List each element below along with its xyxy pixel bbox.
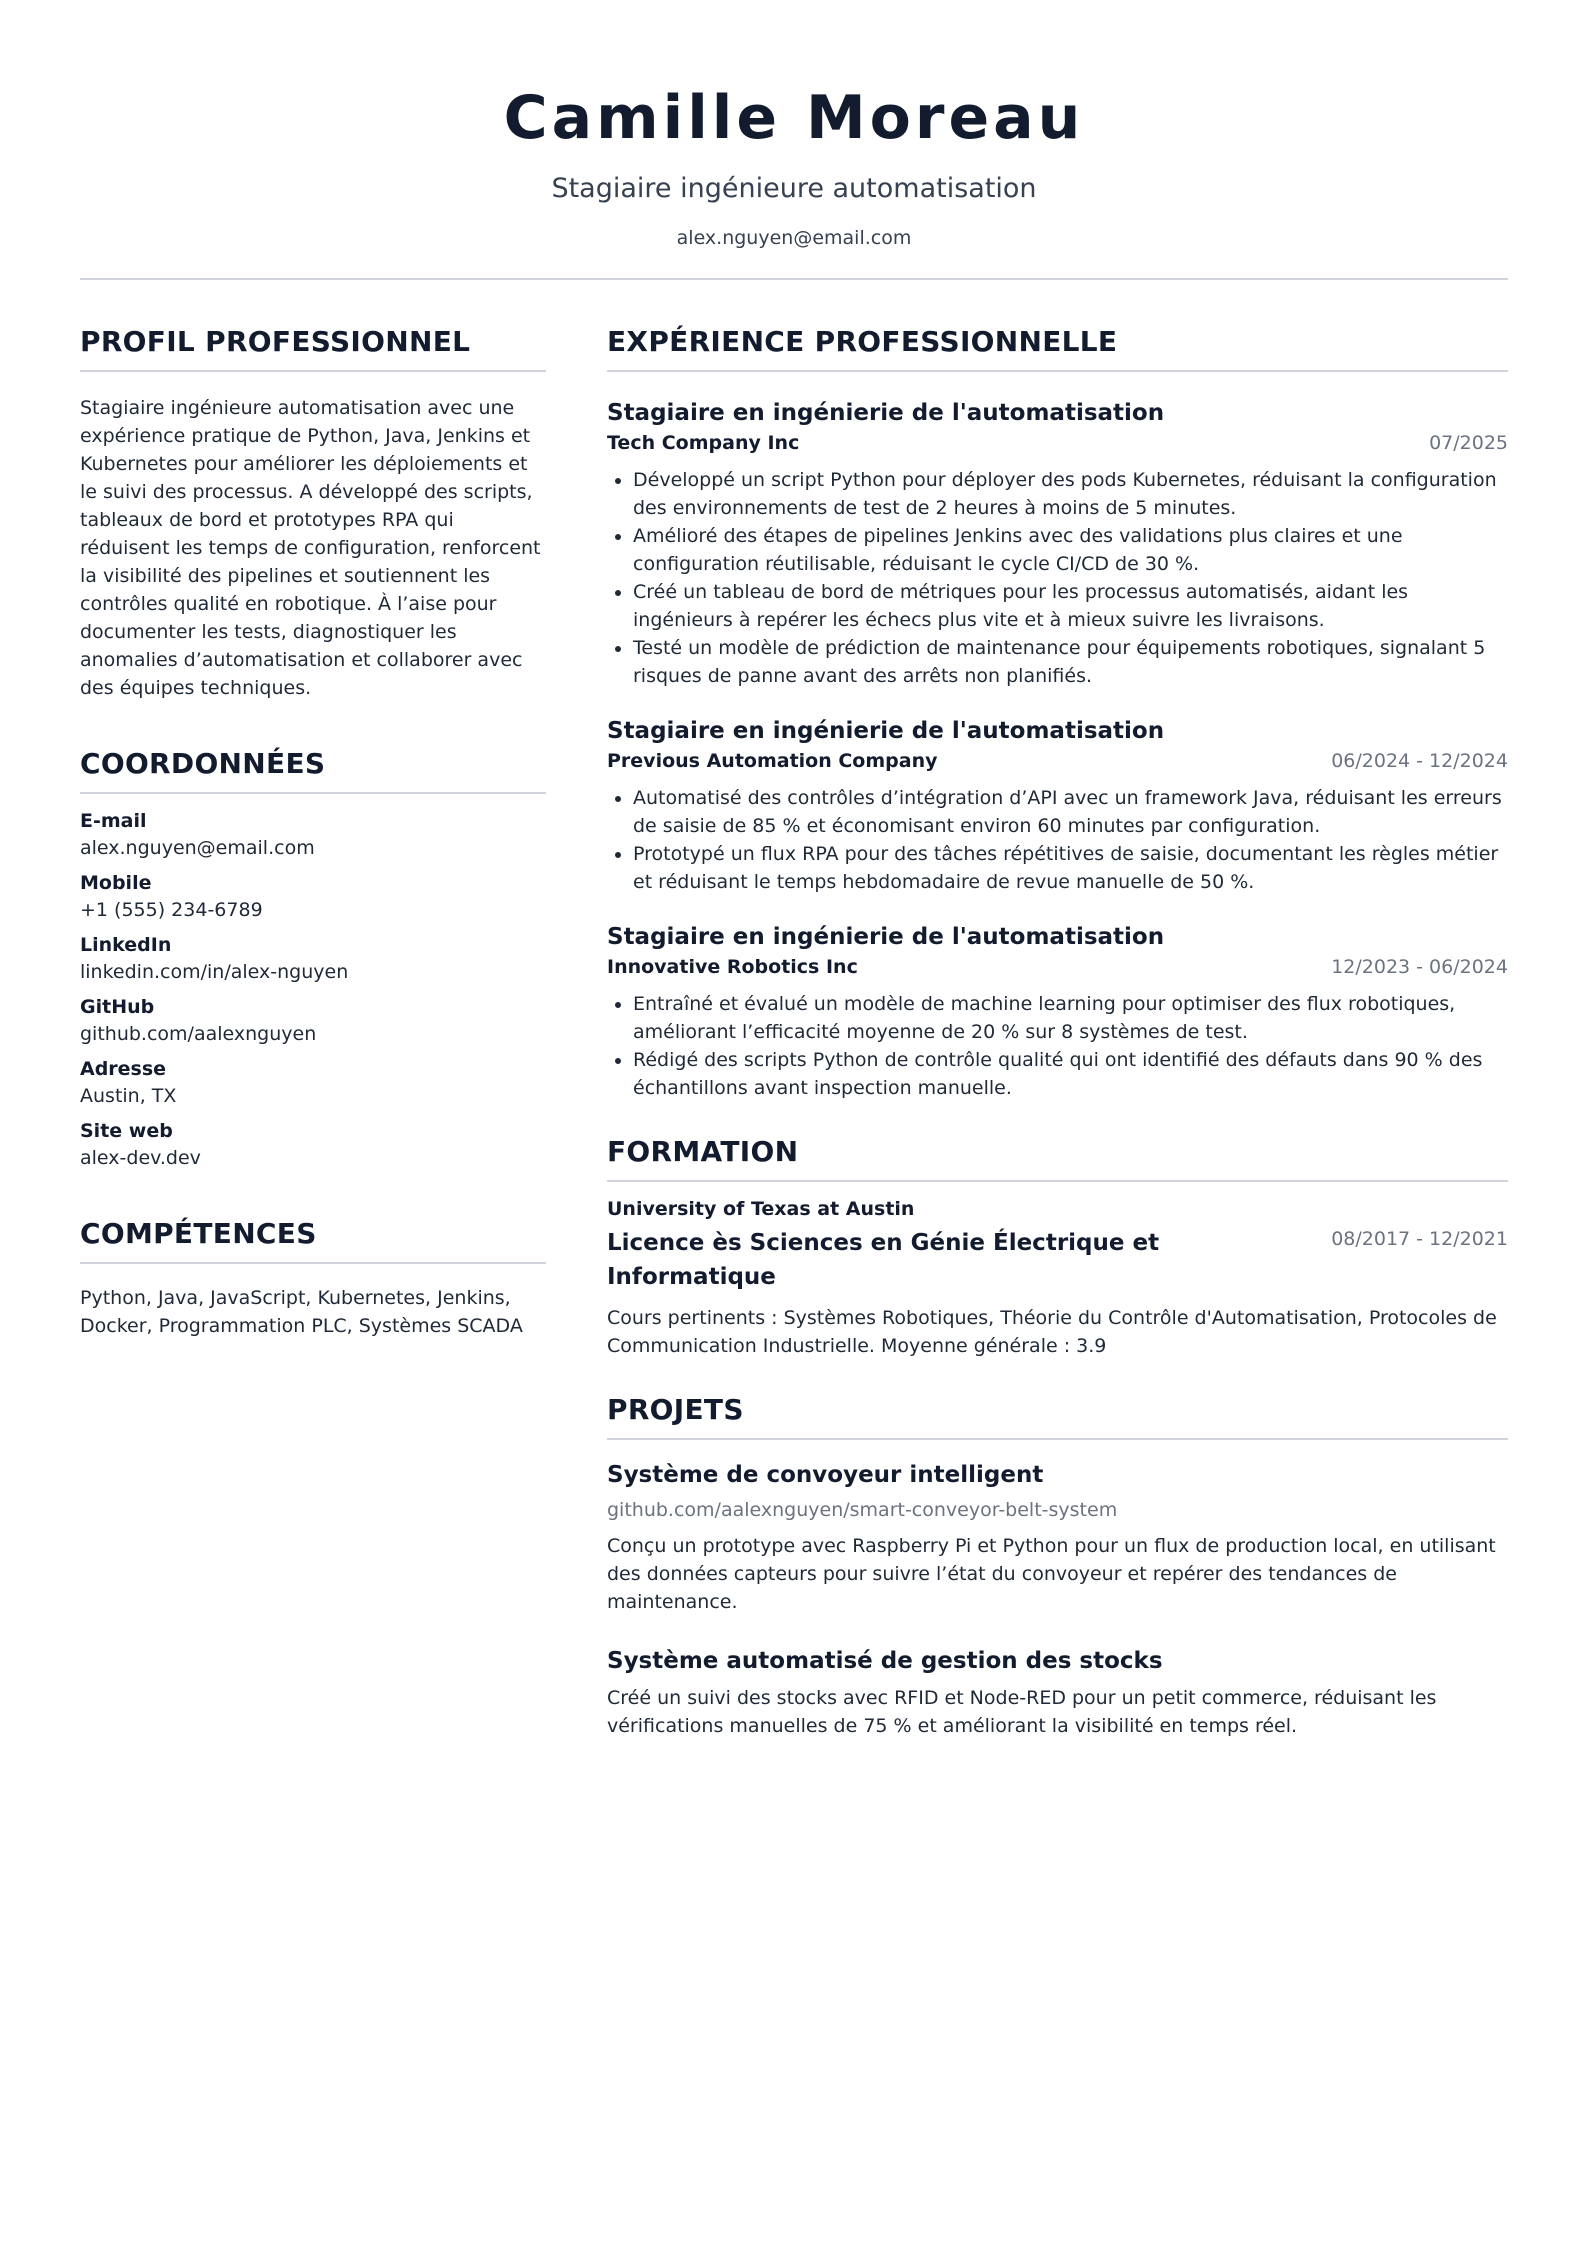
job-date: 06/2024 - 12/2024 [1331,750,1508,772]
skills-divider [80,1262,546,1264]
job-title: Stagiaire en ingénierie de l'automatisation [607,718,1165,744]
job-entry [607,398,1508,690]
education-row [607,1226,1508,1294]
header-email: alex.nguyen@email.com [676,227,912,249]
projects-divider [607,1438,1508,1440]
contact-value-website[interactable]: alex-dev.dev [80,1147,201,1169]
project-description: Conçu un prototype avec Raspberry Pi et Python pour un flux de production local, en utilisant des données capteurs pour suivre l’état du convoyeur et repérer des tendances de maintenance. [607,1535,1496,1613]
experience-divider [607,370,1508,372]
contact-value-mobile[interactable]: +1 (555) 234-6789 [80,899,263,921]
contact-item-website [80,1118,546,1172]
job-entry [607,922,1508,1102]
education-date: 08/2017 - 12/2021 [1331,1228,1508,1250]
contact-label: E-mail [80,810,147,832]
job-entry [607,716,1508,896]
contact-item-mobile [80,870,546,924]
job-bullet: • Prototypé un flux RPA pour des tâches répétitives de saisie, documentant les règles métier et réduisant le temps hebdomadaire de revue manuelle de 50 %. [633,840,1508,896]
contact-value-email[interactable]: alex.nguyen@email.com [80,837,315,859]
job-date: 12/2023 - 06/2024 [1331,956,1508,978]
job-bullet: • Créé un tableau de bord de métriques pour les processus automatisés, aidant les ingénieurs à repérer les échecs plus vite et à mieux suivre les livraisons. [633,578,1508,634]
project-link[interactable]: github.com/aalexnguyen/smart-conveyor-belt-system [607,1499,1118,1521]
profile-divider [80,370,546,372]
contact-value-linkedin[interactable]: linkedin.com/in/alex-nguyen [80,961,349,983]
job-date: 07/2025 [1429,432,1508,454]
contact-heading: COORDONNÉES [80,747,326,780]
job-bullet: • Amélioré des étapes de pipelines Jenkins avec des validations plus claires et une configuration réutilisable, réduisant le cycle CI/CD de 30 %. [633,522,1508,578]
contact-label: Adresse [80,1058,167,1080]
contact-label: Site web [80,1120,173,1142]
job-company: Tech Company Inc [607,432,800,454]
education-courses: Cours pertinents : Systèmes Robotiques, Théorie du Contrôle d'Automatisation, Protocoles de Communication Industrielle. Moyenne générale : 3.9 [607,1307,1497,1357]
project-title: Système de convoyeur intelligent [607,1462,1044,1488]
contact-value-address: Austin, TX [80,1085,177,1107]
job-bullet: • Entraîné et évalué un modèle de machine learning pour optimiser des flux robotiques, améliorant l’efficacité moyenne de 20 % sur 8 systèmes de test. [633,990,1508,1046]
contact-label: GitHub [80,996,155,1018]
experience-heading: EXPÉRIENCE PROFESSIONNELLE [607,325,1118,358]
education-heading: FORMATION [607,1135,799,1168]
contact-label: LinkedIn [80,934,172,956]
projects-section [607,1392,1508,1740]
profile-text: Stagiaire ingénieure automatisation avec une expérience pratique de Python, Java, Jenkins et Kubernetes pour améliorer les déploiements et le suivi des processus. A développé des scripts, tableaux de bord et prototypes RPA qui réduisent les temps de configuration, renforcent la visibilité des pipelines et soutiennent les contrôles qualité en robotique. À l’aise pour documenter les tests, diagnostiquer les anomalies d’automatisation et collaborer avec des équipes techniques. [80,397,541,699]
contact-item-github [80,994,546,1048]
job-company: Innovative Robotics Inc [607,956,858,978]
job-meta [607,954,1508,980]
candidate-name: Camille Moreau [503,83,1085,153]
skills-heading: COMPÉTENCES [80,1217,317,1250]
contact-item-address [80,1056,546,1110]
contact-item-linkedin [80,932,546,986]
job-title: Stagiaire en ingénierie de l'automatisation [607,924,1165,950]
left-column [80,324,546,1740]
header-divider [80,278,1508,280]
education-degree: Licence ès Sciences en Génie Électrique et Informatique [607,1230,1160,1290]
job-bullets [607,990,1508,1102]
project-entry [607,1460,1508,1616]
job-bullet: • Rédigé des scripts Python de contrôle qualité qui ont identifié des défauts dans 90 % des échantillons avant inspection manuelle. [633,1046,1508,1102]
job-title: Stagiaire en ingénierie de l'automatisation [607,400,1165,426]
education-section [607,1134,1508,1360]
education-divider [607,1180,1508,1182]
job-bullet: • Testé un modèle de prédiction de maintenance pour équipements robotiques, signalant 5 risques de panne avant des arrêts non planifiés. [633,634,1508,690]
job-meta [607,748,1508,774]
project-description: Créé un suivi des stocks avec RFID et Node-RED pour un petit commerce, réduisant les vérifications manuelles de 75 % et améliorant la visibilité en temps réel. [607,1687,1437,1737]
resume-columns [80,324,1508,1740]
contact-value-github[interactable]: github.com/aalexnguyen [80,1023,317,1045]
candidate-title: Stagiaire ingénieure automatisation [551,173,1037,204]
experience-section [607,324,1508,1102]
project-entry [607,1646,1508,1740]
skills-section [80,1216,546,1340]
skills-text: Python, Java, JavaScript, Kubernetes, Jenkins, Docker, Programmation PLC, Systèmes SCADA [80,1287,523,1337]
education-school: University of Texas at Austin [607,1198,915,1220]
projects-heading: PROJETS [607,1393,744,1426]
job-bullets [607,784,1508,896]
job-company: Previous Automation Company [607,750,938,772]
contact-section [80,746,546,1172]
resume-header [80,0,1508,280]
contact-label: Mobile [80,872,152,894]
contact-divider [80,792,546,794]
right-column [607,324,1508,1740]
job-bullet: • Développé un script Python pour déployer des pods Kubernetes, réduisant la configuration des environnements de test de 2 heures à moins de 5 minutes. [633,466,1508,522]
contact-list [80,808,546,1172]
job-bullets [607,466,1508,690]
profile-section [80,324,546,702]
project-title: Système automatisé de gestion des stocks [607,1648,1163,1674]
job-meta [607,430,1508,456]
profile-heading: PROFIL PROFESSIONNEL [80,325,471,358]
job-bullet: • Automatisé des contrôles d’intégration d’API avec un framework Java, réduisant les erreurs de saisie de 85 % et économisant environ 60 minutes par configuration. [633,784,1508,840]
contact-item-email [80,808,546,862]
